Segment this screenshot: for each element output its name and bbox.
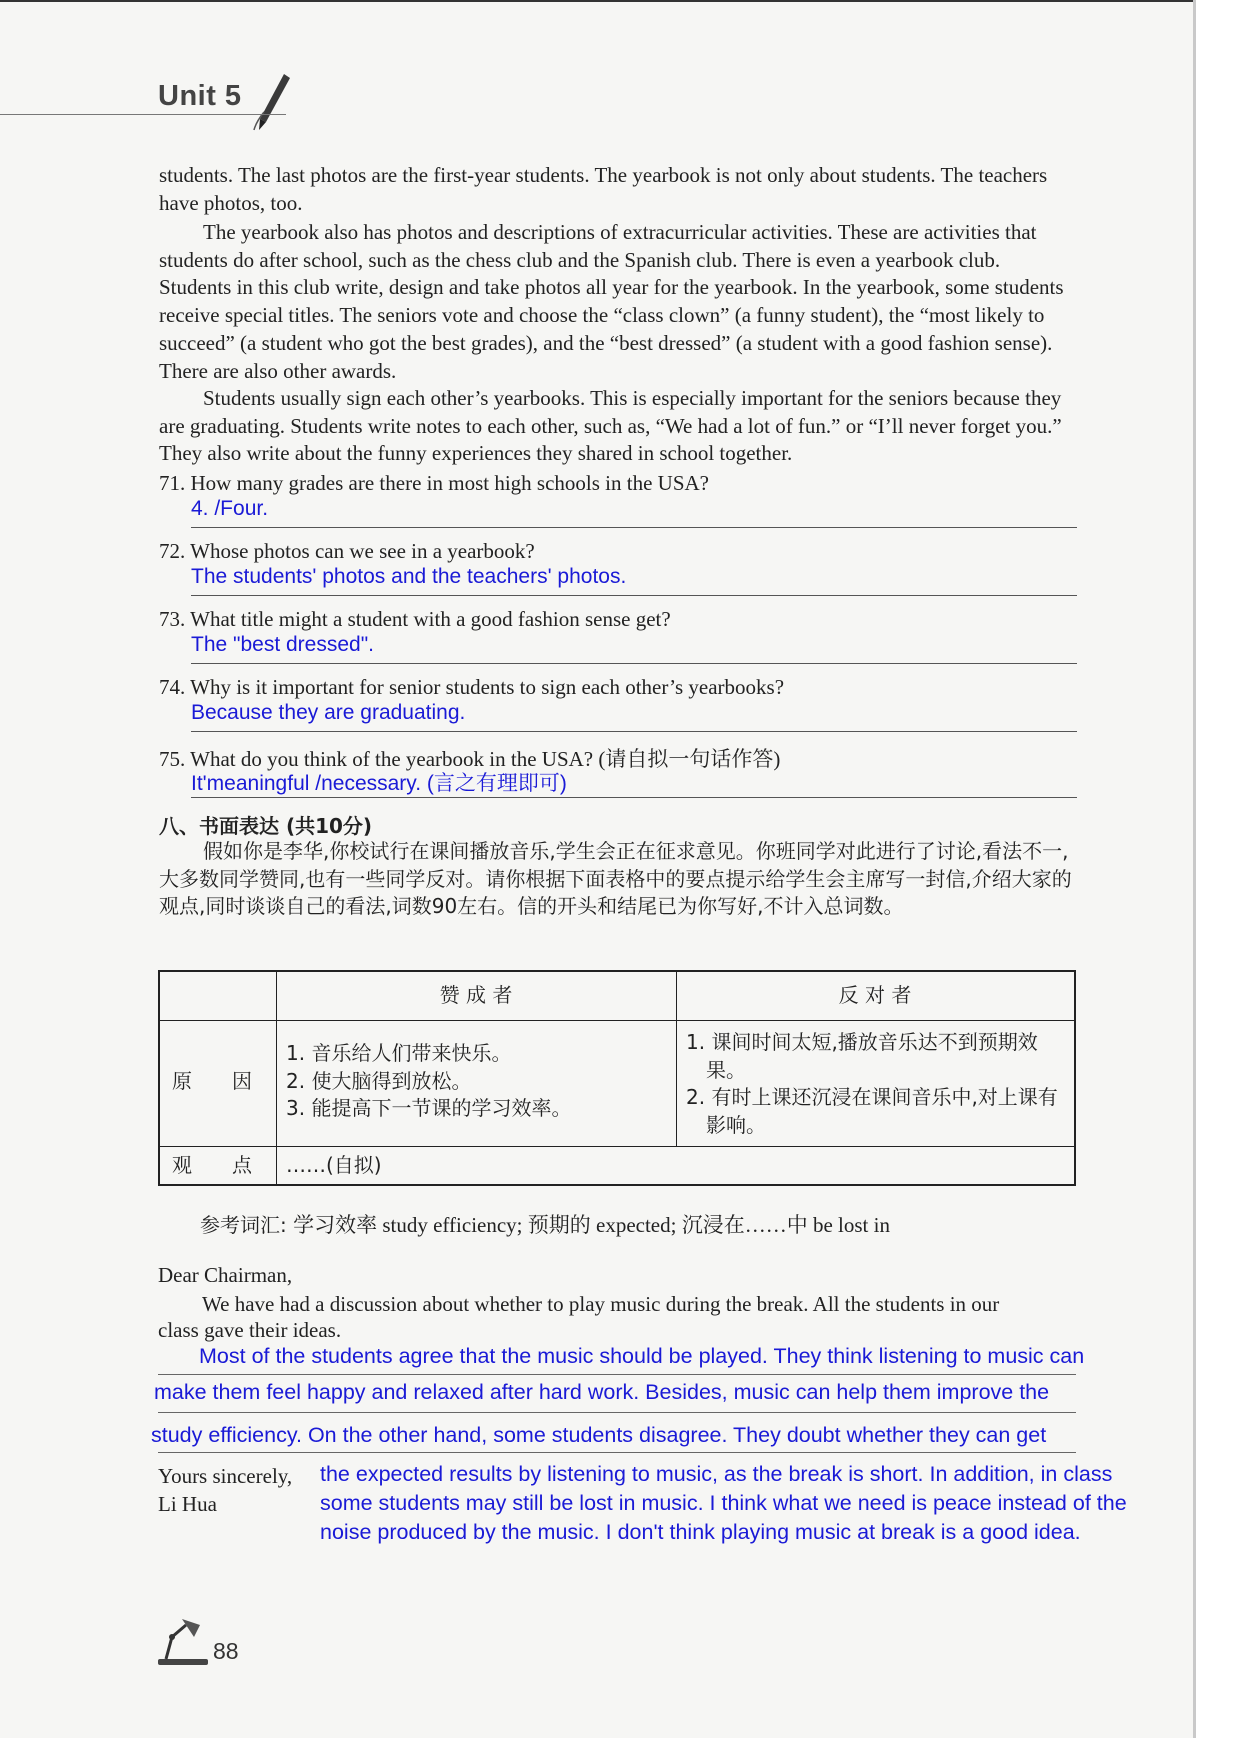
top-rule [0, 0, 1200, 2]
page-edge [1193, 0, 1247, 1738]
vocab-label: 参考词汇: [200, 1213, 287, 1237]
question-73: 73. What title might a student with a good fashion sense get? [159, 607, 671, 631]
pen-icon [252, 72, 292, 132]
passage-paragraph-1: students. The last photos are the first-year students. The yearbook is not only about students. The teachers have photos, too. [159, 163, 1048, 215]
for-reason-item: 1. 音乐给人们带来快乐。 [286, 1041, 512, 1065]
for-reason-item: 2. 使大脑得到放松。 [286, 1068, 472, 1093]
passage-paragraph-3: Students usually sign each other’s yearbooks. This is especially important for the seniors because they are graduating. Students write notes to each other, such as, “We had a lot of fun.” or “I’ll never forget you.” They also write about the funny experiences they shared in school together. [159, 386, 1062, 466]
letter-intro-line-2: class gave their ideas. [158, 1318, 342, 1342]
header-against: 反 对 者 [838, 983, 912, 1007]
unit-title: Unit 5 [158, 80, 242, 112]
letter-signature: Li Hua [158, 1492, 217, 1516]
for-reasons [286, 1040, 666, 1123]
passage-paragraph-2: The yearbook also has photos and descriptions of extracurricular activities. These are activities that students do after school, such as the chess club and the Spanish club. There is even a yearbook club. Students in this club write, design and take photos all year for the yearbook. In the yearbook, some students receive special titles. The seniors vote and choose the “class clown” (a funny student), the “most likely to succeed” (a student who got the best grades), and the “best dressed” (a student with a good fashion sense). There are also other awards. [159, 220, 1064, 383]
desk-lamp-icon [156, 1615, 212, 1667]
row-label-view: 观 点 [172, 1153, 252, 1177]
vocabulary-note [200, 1209, 890, 1239]
question-71: 71. How many grades are there in most high schools in the USA? [159, 471, 709, 495]
writing-prompt: 假如你是李华,你校试行在课间播放音乐,学生会正在征求意见。你班同学对此进行了讨论,看法不一,大多数同学赞同,也有一些同学反对。请你根据下面表格中的要点提示给学生会主席写一封信,介绍大家的观点,同时谈谈自己的看法,词数90左右。信的开头和结尾已为你写好,不计入总词数。 [159, 839, 1072, 918]
question-75: 75. What do you think of the yearbook in the USA? (请自拟一句话作答) [159, 747, 781, 771]
answer-74: Because they are graduating. [191, 701, 466, 724]
answer-line [191, 797, 1077, 798]
answer-line [191, 527, 1077, 528]
handwritten-line: noise produced by the music. I don't think playing music at break is a good idea. [320, 1520, 1081, 1544]
against-reasons [686, 1029, 1068, 1139]
section-heading: 八、书面表达 (共10分) [159, 814, 373, 838]
against-reason-item: 2. 有时上课还沉浸在课间音乐中,对上课有影响。 [686, 1085, 1058, 1137]
handwritten-line: make them feel happy and relaxed after hard work. Besides, music can help them improve the [154, 1380, 1050, 1404]
question-74: 74. Why is it important for senior students to sign each other’s yearbooks? [159, 675, 785, 699]
handwritten-line: study efficiency. On the other hand, some students disagree. They doubt whether they can get [151, 1423, 1047, 1447]
handwritten-line: the expected results by listening to music, as the break is short. In addition, in class [320, 1462, 1113, 1486]
answer-73: The "best dressed". [191, 633, 375, 656]
writing-line [158, 1452, 1076, 1453]
header-rule [0, 114, 286, 115]
writing-line [158, 1374, 1076, 1375]
table-divider [160, 1020, 1074, 1021]
row-label-reason: 原 因 [172, 1069, 252, 1093]
answer-line [191, 731, 1077, 732]
view-text: ……(自拟) [286, 1153, 382, 1177]
for-reason-item: 3. 能提高下一节课的学习效率。 [286, 1096, 572, 1120]
handwritten-line: Most of the students agree that the music should be played. They think listening to music can [199, 1344, 1085, 1368]
header-for: 赞 成 者 [439, 983, 513, 1007]
vocab-items: 学习效率 study efficiency; 预期的 expected; 沉浸在……中 be lost in [293, 1213, 890, 1237]
answer-71: 4. /Four. [191, 497, 269, 520]
letter-greeting: Dear Chairman, [158, 1263, 293, 1287]
answer-75: It'meaningful /necessary. (言之有理即可) [191, 772, 567, 795]
answer-line [191, 595, 1077, 596]
writing-line [158, 1412, 1076, 1413]
table-divider [160, 1146, 1074, 1147]
points-table [158, 970, 1076, 1186]
page-number: 88 [213, 1638, 239, 1664]
against-reason-item: 1. 课间时间太短,播放音乐达不到预期效果。 [686, 1030, 1038, 1082]
question-72: 72. Whose photos can we see in a yearbook? [159, 539, 535, 563]
handwritten-line: some students may still be lost in music. I think what we need is peace instead of the [320, 1491, 1127, 1515]
answer-line [191, 663, 1077, 664]
letter-intro-line-1: We have had a discussion about whether to play music during the break. All the students in our [202, 1292, 1000, 1316]
answer-72: The students' photos and the teachers' photos. [191, 565, 627, 588]
letter-closing: Yours sincerely, [158, 1464, 293, 1488]
